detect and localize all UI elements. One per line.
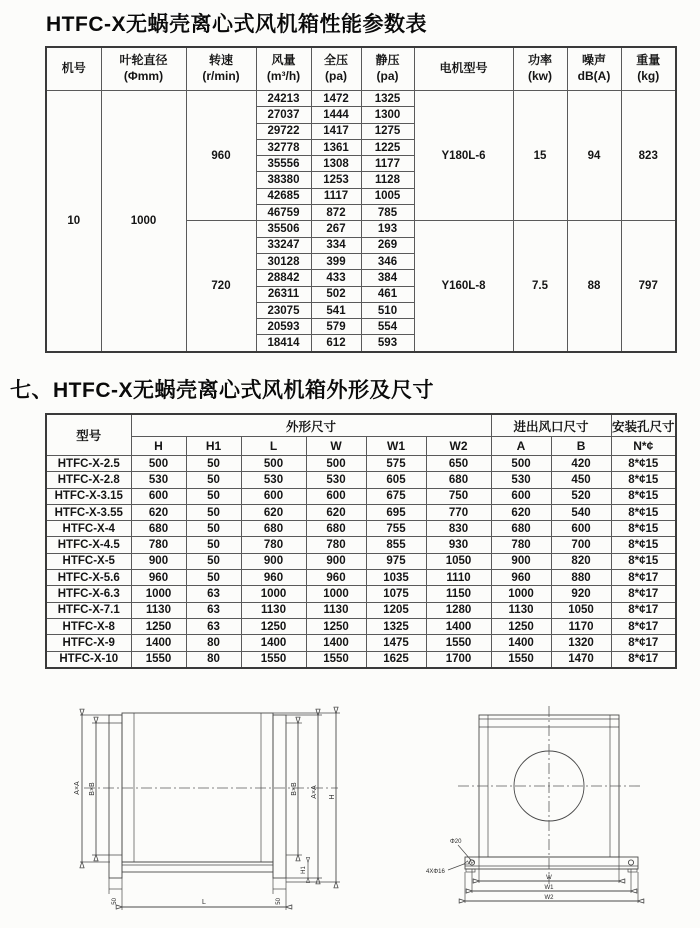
dimension-cell: 900 — [306, 553, 366, 569]
dimension-cell: 8*¢15 — [611, 504, 676, 520]
static-pressure-cell: 461 — [361, 286, 414, 302]
dimension-cell: 1550 — [426, 635, 491, 651]
dimension-cell: 8*¢15 — [611, 472, 676, 488]
static-pressure-cell: 1005 — [361, 188, 414, 204]
dimension-cell: 1475 — [366, 635, 426, 651]
dimension-cell: 500 — [306, 456, 366, 472]
static-pressure-cell: 1300 — [361, 107, 414, 123]
static-pressure-cell: 785 — [361, 205, 414, 221]
total-pressure-cell: 1253 — [311, 172, 361, 188]
base-channel — [122, 862, 273, 872]
dimension-cell: 755 — [366, 521, 426, 537]
dim-label-l: L — [202, 899, 206, 906]
performance-table-header — [46, 47, 676, 91]
dimension-cell: 1550 — [306, 651, 366, 668]
dimension-cell: 540 — [551, 504, 611, 520]
sub-header-cell: W2 — [426, 437, 491, 456]
dimension-cell: 600 — [241, 488, 306, 504]
left-flange — [109, 715, 122, 878]
dimension-cell: 960 — [306, 570, 366, 586]
dimension-cell: 695 — [366, 504, 426, 520]
airflow-cell: 35556 — [256, 156, 311, 172]
dimension-cell: 63 — [186, 602, 241, 618]
dimension-cell: 880 — [551, 570, 611, 586]
dimension-cell: 675 — [366, 488, 426, 504]
header-cell: 转速 (r/min) — [186, 47, 256, 91]
impeller-diameter-cell: 1000 — [101, 91, 186, 352]
dimension-cell: 1400 — [131, 635, 186, 651]
dimension-cell: 50 — [186, 521, 241, 537]
dimension-cell: 1000 — [491, 586, 551, 602]
dimension-cell: 50 — [186, 570, 241, 586]
dimensions-table-body — [46, 456, 676, 668]
dim-label-w: W — [546, 875, 552, 881]
static-pressure-cell: 346 — [361, 253, 414, 269]
dimension-cell: 1130 — [306, 602, 366, 618]
static-pressure-cell: 593 — [361, 335, 414, 352]
dimension-cell: 420 — [551, 456, 611, 472]
total-pressure-cell: 1417 — [311, 123, 361, 139]
static-pressure-cell: 1275 — [361, 123, 414, 139]
performance-table-title: HTFC-X无蜗壳离心式风机箱性能参数表 — [46, 13, 427, 36]
power-cell: 7.5 — [513, 221, 567, 352]
total-pressure-cell: 433 — [311, 270, 361, 286]
dim-label-a-right: A×A — [311, 785, 318, 799]
dimension-cell: 1000 — [241, 586, 306, 602]
table-row — [46, 602, 676, 618]
hole-callout-label: Φ20 — [450, 839, 462, 845]
header-cell: 噪声 dB(A) — [567, 47, 621, 91]
static-pressure-cell: 269 — [361, 237, 414, 253]
right-flange — [273, 715, 286, 878]
model-cell: HTFC-X-4 — [46, 521, 131, 537]
dimension-cell: 1325 — [366, 618, 426, 634]
performance-table-body — [46, 91, 676, 352]
dimension-cell: 680 — [131, 521, 186, 537]
model-cell: HTFC-X-8 — [46, 618, 131, 634]
dim-label-w1: W1 — [544, 885, 554, 891]
mounting-base — [465, 857, 638, 869]
dimension-cell: 680 — [491, 521, 551, 537]
header-cell: 静压 (pa) — [361, 47, 414, 91]
dimension-cell: 780 — [491, 537, 551, 553]
dimension-cell: 600 — [551, 521, 611, 537]
sub-header-cell: L — [241, 437, 306, 456]
header-cell: 风量 (m³/h) — [256, 47, 311, 91]
dimension-cell: 620 — [306, 504, 366, 520]
table-row — [46, 586, 676, 602]
dimension-cell: 1250 — [306, 618, 366, 634]
dimension-cell: 500 — [241, 456, 306, 472]
dimension-cell: 780 — [241, 537, 306, 553]
dimension-cell: 820 — [551, 553, 611, 569]
static-pressure-cell: 554 — [361, 319, 414, 335]
table-row — [46, 651, 676, 668]
dimensions-table-header — [46, 414, 676, 456]
holes-callout-label: 4XΦ16 — [426, 869, 445, 875]
dimension-cell: 575 — [366, 456, 426, 472]
dimension-cell: 600 — [131, 488, 186, 504]
dimension-cell: 1150 — [426, 586, 491, 602]
side-view-drawing — [40, 692, 370, 928]
table-row — [46, 537, 676, 553]
model-cell: HTFC-X-4.5 — [46, 537, 131, 553]
dimension-cell: 920 — [551, 586, 611, 602]
static-pressure-cell: 1177 — [361, 156, 414, 172]
sub-header-cell: H1 — [186, 437, 241, 456]
dimension-cell: 620 — [491, 504, 551, 520]
port-dims-header: 进出风口尺寸 — [491, 414, 611, 437]
mounting-hole-right — [628, 860, 633, 865]
sub-header-cell: H — [131, 437, 186, 456]
airflow-cell: 18414 — [256, 335, 311, 352]
static-pressure-cell: 193 — [361, 221, 414, 237]
dimensions-table-title: 七、HTFC-X无蜗壳离心式风机箱外形及尺寸 — [10, 379, 434, 402]
total-pressure-cell: 1308 — [311, 156, 361, 172]
model-cell: HTFC-X-2.5 — [46, 456, 131, 472]
total-pressure-cell: 612 — [311, 335, 361, 352]
dimension-cell: 63 — [186, 618, 241, 634]
dimension-cell: 1400 — [241, 635, 306, 651]
total-pressure-cell: 1361 — [311, 139, 361, 155]
outline-dims-header: 外形尺寸 — [131, 414, 491, 437]
table-row — [46, 504, 676, 520]
speed-cell: 960 — [186, 91, 256, 221]
sub-header-cell: A — [491, 437, 551, 456]
airflow-cell: 26311 — [256, 286, 311, 302]
airflow-cell: 24213 — [256, 91, 311, 107]
dimension-cell: 600 — [491, 488, 551, 504]
model-header-cell: 型号 — [46, 414, 131, 456]
dimension-cell: 50 — [186, 488, 241, 504]
dimension-cell: 900 — [131, 553, 186, 569]
airflow-cell: 42685 — [256, 188, 311, 204]
table-row — [46, 488, 676, 504]
dimension-cell: 1400 — [306, 635, 366, 651]
dimension-cell: 500 — [131, 456, 186, 472]
dimension-cell: 1035 — [366, 570, 426, 586]
dimension-cell: 1250 — [131, 618, 186, 634]
model-cell: HTFC-X-5.6 — [46, 570, 131, 586]
static-pressure-cell: 1225 — [361, 139, 414, 155]
table-row — [46, 553, 676, 569]
dimension-cell: 1400 — [491, 635, 551, 651]
header-cell: 叶轮直径 (Φmm) — [101, 47, 186, 91]
total-pressure-cell: 579 — [311, 319, 361, 335]
dim-label-h: H — [329, 794, 336, 800]
dimension-cell: 1625 — [366, 651, 426, 668]
dimension-cell: 1110 — [426, 570, 491, 586]
dimension-cell: 1130 — [241, 602, 306, 618]
dimension-cell: 700 — [551, 537, 611, 553]
dimension-cell: 50 — [186, 504, 241, 520]
dimension-cell: 1050 — [551, 602, 611, 618]
total-pressure-cell: 334 — [311, 237, 361, 253]
header-cell: 电机型号 — [414, 47, 513, 91]
dimension-cell: 520 — [551, 488, 611, 504]
dimension-cell: 530 — [491, 472, 551, 488]
weight-cell: 823 — [621, 91, 676, 221]
dimension-cell: 1050 — [426, 553, 491, 569]
total-pressure-cell: 541 — [311, 302, 361, 318]
machine-no-cell: 10 — [46, 91, 101, 352]
dim-label-b-right: B×B — [291, 782, 298, 796]
dimension-cell: 600 — [306, 488, 366, 504]
airflow-cell: 29722 — [256, 123, 311, 139]
model-cell: HTFC-X-2.8 — [46, 472, 131, 488]
sub-header-cell: W — [306, 437, 366, 456]
dim-label-50-left: 50 — [112, 898, 118, 905]
dimension-cell: 1130 — [491, 602, 551, 618]
dimension-cell: 8*¢15 — [611, 456, 676, 472]
dimension-cell: 8*¢17 — [611, 651, 676, 668]
model-cell: HTFC-X-10 — [46, 651, 131, 668]
dimension-cell: 8*¢17 — [611, 586, 676, 602]
airflow-cell: 28842 — [256, 270, 311, 286]
speed-cell: 720 — [186, 221, 256, 352]
dimension-cell: 605 — [366, 472, 426, 488]
motor-model-cell: Y180L-6 — [414, 91, 513, 221]
dimension-cell: 8*¢17 — [611, 602, 676, 618]
weight-cell: 797 — [621, 221, 676, 352]
dimension-cell: 8*¢15 — [611, 488, 676, 504]
airflow-cell: 35506 — [256, 221, 311, 237]
dimension-cell: 80 — [186, 651, 241, 668]
static-pressure-cell: 1325 — [361, 91, 414, 107]
dimension-cell: 450 — [551, 472, 611, 488]
performance-table — [45, 46, 677, 353]
dimension-cell: 1280 — [426, 602, 491, 618]
dimension-cell: 650 — [426, 456, 491, 472]
dimension-cell: 8*¢17 — [611, 618, 676, 634]
airflow-cell: 46759 — [256, 205, 311, 221]
dimension-cell: 1250 — [491, 618, 551, 634]
dimension-cell: 8*¢17 — [611, 570, 676, 586]
airflow-cell: 33247 — [256, 237, 311, 253]
dimension-cell: 680 — [241, 521, 306, 537]
dimension-cell: 1550 — [491, 651, 551, 668]
dimension-cell: 50 — [186, 472, 241, 488]
table-row — [46, 618, 676, 634]
dim-label-h1: H1 — [301, 866, 307, 874]
total-pressure-cell: 1444 — [311, 107, 361, 123]
dim-label-w2: W2 — [544, 895, 554, 901]
fan-box-outline — [122, 713, 273, 862]
dimension-cell: 900 — [241, 553, 306, 569]
airflow-cell: 27037 — [256, 107, 311, 123]
header-cell: 机号 — [46, 47, 101, 91]
static-pressure-cell: 1128 — [361, 172, 414, 188]
dimension-cell: 500 — [491, 456, 551, 472]
dim-label-b-left: B×B — [89, 782, 96, 796]
dimension-cell: 50 — [186, 553, 241, 569]
noise-cell: 94 — [567, 91, 621, 221]
dimension-cell: 1550 — [131, 651, 186, 668]
sub-header-cell: W1 — [366, 437, 426, 456]
dimension-cell: 530 — [241, 472, 306, 488]
dimension-cell: 1075 — [366, 586, 426, 602]
dimension-cell: 1400 — [426, 618, 491, 634]
airflow-cell: 38380 — [256, 172, 311, 188]
dimension-cell: 960 — [241, 570, 306, 586]
dimensions-table — [45, 413, 677, 669]
dimension-cell: 1550 — [241, 651, 306, 668]
dimension-cell: 1170 — [551, 618, 611, 634]
model-cell: HTFC-X-3.15 — [46, 488, 131, 504]
model-cell: HTFC-X-6.3 — [46, 586, 131, 602]
power-cell: 15 — [513, 91, 567, 221]
motor-model-cell: Y160L-8 — [414, 221, 513, 352]
dimension-cell: 975 — [366, 553, 426, 569]
dimension-cell: 750 — [426, 488, 491, 504]
total-pressure-cell: 1472 — [311, 91, 361, 107]
total-pressure-cell: 502 — [311, 286, 361, 302]
table-row — [46, 570, 676, 586]
total-pressure-cell: 1117 — [311, 188, 361, 204]
header-cell: 功率 (kw) — [513, 47, 567, 91]
dimension-cell: 1320 — [551, 635, 611, 651]
dimension-cell: 1250 — [241, 618, 306, 634]
front-view-drawing — [420, 692, 700, 928]
table-row — [46, 472, 676, 488]
dimension-cell: 960 — [491, 570, 551, 586]
table-row — [46, 91, 676, 107]
dimension-cell: 80 — [186, 635, 241, 651]
table-row — [46, 456, 676, 472]
dimension-cell: 680 — [306, 521, 366, 537]
dimension-cell: 780 — [306, 537, 366, 553]
airflow-cell: 32778 — [256, 139, 311, 155]
dimension-cell: 900 — [491, 553, 551, 569]
dimension-cell: 8*¢15 — [611, 521, 676, 537]
total-pressure-cell: 399 — [311, 253, 361, 269]
dimension-cell: 8*¢17 — [611, 635, 676, 651]
model-cell: HTFC-X-7.1 — [46, 602, 131, 618]
header-cell: 重量 (kg) — [621, 47, 676, 91]
model-cell: HTFC-X-5 — [46, 553, 131, 569]
dimension-cell: 620 — [241, 504, 306, 520]
dimension-cell: 960 — [131, 570, 186, 586]
noise-cell: 88 — [567, 221, 621, 352]
dimension-cell: 830 — [426, 521, 491, 537]
dimension-cell: 1470 — [551, 651, 611, 668]
sub-header-cell: B — [551, 437, 611, 456]
dimension-cell: 1000 — [306, 586, 366, 602]
dimension-cell: 780 — [131, 537, 186, 553]
dimension-cell: 8*¢15 — [611, 537, 676, 553]
dimension-cell: 770 — [426, 504, 491, 520]
total-pressure-cell: 267 — [311, 221, 361, 237]
dimension-cell: 530 — [131, 472, 186, 488]
airflow-cell: 30128 — [256, 253, 311, 269]
airflow-cell: 20593 — [256, 319, 311, 335]
dimension-cell: 1205 — [366, 602, 426, 618]
dimension-cell: 63 — [186, 586, 241, 602]
model-cell: HTFC-X-9 — [46, 635, 131, 651]
dimension-cell: 8*¢15 — [611, 553, 676, 569]
airflow-cell: 23075 — [256, 302, 311, 318]
dimension-cell: 1000 — [131, 586, 186, 602]
header-cell: 全压 (pa) — [311, 47, 361, 91]
dimension-cell: 1130 — [131, 602, 186, 618]
mounting-hole-left — [469, 860, 474, 865]
dim-label-a-left: A×A — [74, 781, 81, 795]
table-row — [46, 521, 676, 537]
sub-header-cell: N*¢ — [611, 437, 676, 456]
dimension-cell: 50 — [186, 456, 241, 472]
dimension-cell: 855 — [366, 537, 426, 553]
model-cell: HTFC-X-3.55 — [46, 504, 131, 520]
dimension-cell: 1700 — [426, 651, 491, 668]
mounting-holes-header: 安装孔尺寸 — [611, 414, 676, 437]
dim-label-50-right: 50 — [276, 898, 282, 905]
table-row — [46, 635, 676, 651]
dimension-cell: 680 — [426, 472, 491, 488]
dimension-cell: 930 — [426, 537, 491, 553]
dimension-cell: 620 — [131, 504, 186, 520]
total-pressure-cell: 872 — [311, 205, 361, 221]
static-pressure-cell: 510 — [361, 302, 414, 318]
dimension-cell: 530 — [306, 472, 366, 488]
dimension-cell: 50 — [186, 537, 241, 553]
static-pressure-cell: 384 — [361, 270, 414, 286]
